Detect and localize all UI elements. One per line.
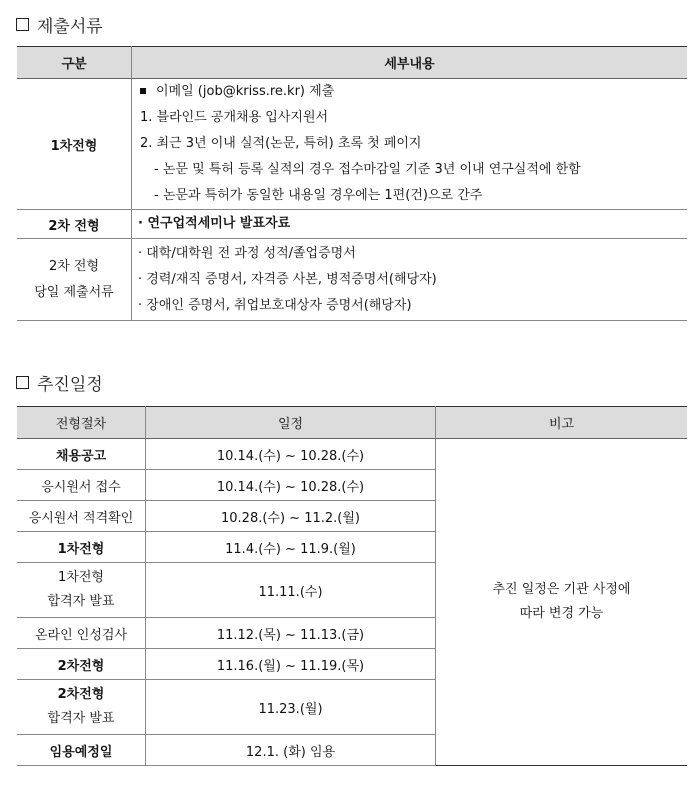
detail-line: 1. 블라인드 공개채용 입사지원서 [140, 110, 329, 125]
square-bullet-icon [140, 88, 146, 94]
detail-line: · 대학/대학원 전 과정 성적/졸업증명서 [138, 245, 356, 261]
header-details: 세부내용 [132, 47, 688, 79]
step-cell: 2차전형 합격자 발표 [17, 680, 146, 735]
header-category: 구분 [17, 47, 132, 79]
documents-table [17, 46, 687, 321]
header-note: 비고 [436, 407, 688, 439]
date-cell: 10.28.(수) ~ 11.2.(월) [146, 501, 436, 532]
table-row [17, 439, 687, 470]
detail-line: 2. 최근 3년 이내 실적(논문, 특허) 초록 첫 페이지 [140, 136, 422, 151]
date-cell: 10.14.(수) ~ 10.28.(수) [146, 439, 436, 470]
step-cell: 채용공고 [17, 439, 146, 470]
checkbox-square-icon [16, 18, 29, 31]
date-cell: 10.14.(수) ~ 10.28.(수) [146, 470, 436, 501]
section-title-documents: 제출서류 [16, 12, 103, 37]
step-cell: 온라인 인성검사 [17, 618, 146, 649]
date-cell: 11.12.(목) ~ 11.13.(금) [146, 618, 436, 649]
header-step: 전형절차 [17, 407, 146, 439]
section-title-schedule: 추진일정 [16, 370, 103, 395]
detail-line: - 논문과 특허가 동일한 내용일 경우에는 1편(건)으로 간주 [154, 188, 483, 203]
note-cell: 추진 일정은 기관 사정에 따라 변경 가능 [492, 582, 631, 621]
date-cell: 11.16.(월) ~ 11.19.(목) [146, 649, 436, 680]
schedule-table [17, 406, 687, 766]
table-row [17, 210, 687, 239]
step-cell: 1차전형 합격자 발표 [17, 563, 146, 618]
row-details: 이메일 (job@kriss.re.kr) 제출 1. 블라인드 공개채용 입사지원서 2. 최근 3년 이내 실적(논문, 특허) 초록 첫 페이지 - 논문 및 특허 등록 실적의 경우 접수마감일 기준 3년 이내 연구실적에 한함 - 논문과 특허가 동일한 내용일 경우에는 1편(건)으로 간주 [132, 79, 688, 210]
step-cell: 2차전형 [17, 649, 146, 680]
date-cell: 11.11.(수) [146, 563, 436, 618]
row-details: · 연구업적세미나 발표자료 [132, 210, 688, 239]
table-row [17, 79, 687, 210]
detail-line: - 논문 및 특허 등록 실적의 경우 접수마감일 기준 3년 이내 연구실적에 한함 [154, 162, 581, 177]
row-label: 2차 전형 당일 제출서류 [17, 239, 132, 321]
step-cell: 임용예정일 [17, 735, 146, 766]
detail-line: · 경력/재직 증명서, 자격증 사본, 병적증명서(해당자) [138, 271, 437, 287]
detail-line: · 장애인 증명서, 취업보호대상자 증명서(해당자) [138, 297, 412, 313]
table-row [17, 239, 687, 321]
step-cell: 응시원서 접수 [17, 470, 146, 501]
header-date: 일정 [146, 407, 436, 439]
row-label: 2차 전형 [17, 210, 132, 239]
date-cell: 12.1. (화) 임용 [146, 735, 436, 766]
step-cell: 응시원서 적격확인 [17, 501, 146, 532]
checkbox-square-icon [16, 376, 29, 389]
row-details [132, 239, 688, 321]
step-cell: 1차전형 [17, 532, 146, 563]
date-cell: 11.23.(월) [146, 680, 436, 735]
row-label: 1차전형 [17, 79, 132, 210]
date-cell: 11.4.(수) ~ 11.9.(월) [146, 532, 436, 563]
